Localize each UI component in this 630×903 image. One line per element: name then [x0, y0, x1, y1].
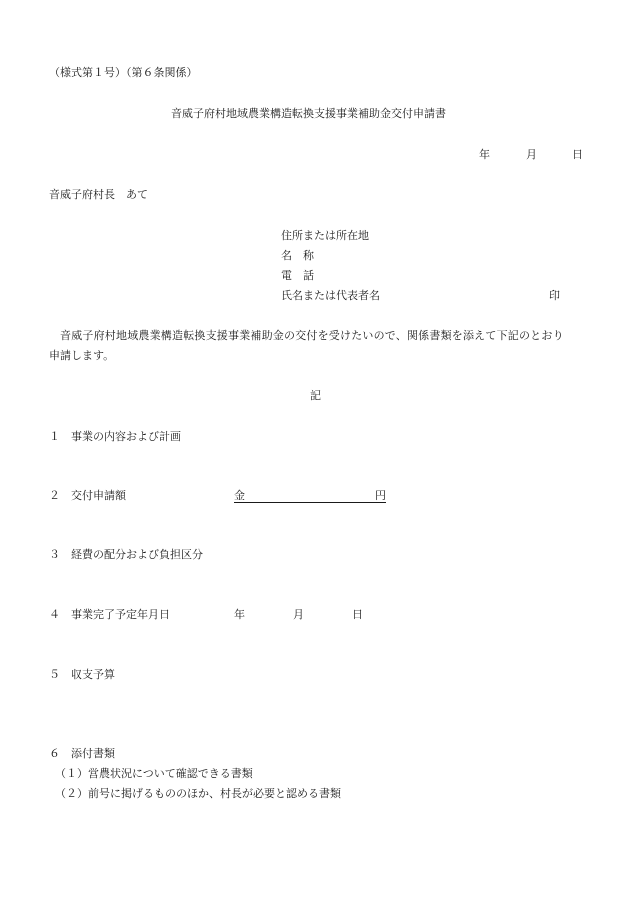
date-day-label: 日	[572, 148, 583, 161]
date-month-label: 月	[526, 148, 537, 161]
form-number: （様式第１号）（第６条関係）	[49, 66, 198, 79]
item1-number: １	[49, 430, 60, 443]
item5-label: 収支予算	[71, 668, 115, 681]
item3-label: 経費の配分および負担区分	[71, 548, 203, 561]
applicant-phone-label-2: 話	[303, 269, 314, 282]
item2-amount-suffix: 円	[375, 489, 386, 502]
addressee-name: 音威子府村長	[49, 188, 115, 201]
item6-sub2: （２）前号に掲げるもののほか、村長が必要と認める書類	[55, 787, 341, 800]
item3-number: ３	[49, 548, 60, 561]
item1-label: 事業の内容および計画	[71, 430, 181, 443]
item2-amount-prefix: 金	[234, 489, 245, 502]
applicant-representative-label: 氏名または代表者名	[281, 289, 380, 302]
applicant-name-label-2: 称	[303, 249, 314, 262]
body-text-line1: 音威子府村地域農業構造転換支援事業補助金の交付を受けたいので、関係書類を添えて下記のとおり	[60, 329, 564, 342]
item6-sub1: （１）営農状況について確認できる書類	[55, 767, 253, 780]
item4-number: ４	[49, 608, 60, 621]
applicant-phone-label-1: 電	[281, 269, 292, 282]
date-year-label: 年	[479, 148, 490, 161]
applicant-name-label-1: 名	[281, 249, 292, 262]
item5-number: ５	[49, 668, 60, 681]
ki-heading: 記	[310, 389, 321, 402]
item4-label: 事業完了予定年月日	[71, 608, 170, 621]
item6-number: ６	[49, 747, 60, 760]
document-title: 音威子府村地域農業構造転換支援事業補助金交付申請書	[171, 107, 446, 120]
applicant-address-label: 住所または所在地	[281, 229, 369, 242]
item6-label: 添付書類	[71, 747, 115, 760]
addressee-suffix: あて	[126, 188, 148, 201]
item2-label: 交付申請額	[71, 489, 126, 502]
seal-mark: 印	[549, 289, 560, 302]
amount-underline	[234, 502, 386, 503]
item4-month-label: 月	[293, 608, 304, 621]
item2-number: ２	[49, 489, 60, 502]
item4-year-label: 年	[234, 608, 245, 621]
item4-day-label: 日	[352, 608, 363, 621]
body-text-line2: 申請します。	[49, 349, 115, 362]
